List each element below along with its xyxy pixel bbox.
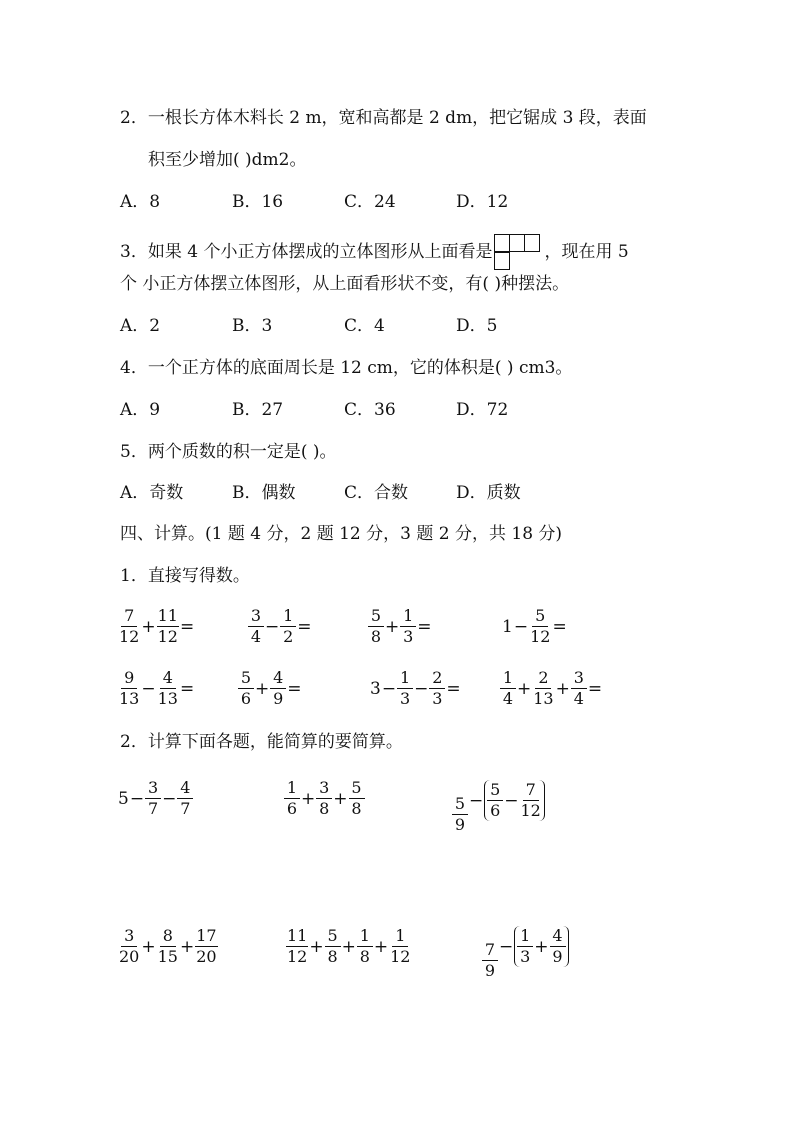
- numerator: 3: [571, 668, 587, 689]
- denominator: 3: [520, 947, 531, 966]
- math-operator: +: [385, 616, 400, 637]
- q3-line1-text-a: 3．如果 4 个小正方体摆成的立体图形从上面看是: [120, 242, 493, 262]
- fraction: [118, 606, 140, 647]
- denominator: 7: [180, 799, 191, 818]
- math-operator: +: [333, 788, 348, 809]
- math-operator: −: [414, 678, 429, 699]
- math-operator: +: [555, 678, 570, 699]
- numerator: 17: [196, 926, 217, 945]
- numerator: 8: [160, 926, 176, 947]
- numerator: 11: [157, 606, 178, 625]
- q3-line1-text-b: ，现在用 5: [544, 242, 629, 262]
- section4-sub2: 2．计算下面各题，能简算的要简算。: [120, 732, 403, 752]
- denominator: 9: [273, 689, 284, 708]
- q4-option-a: A．9: [120, 400, 161, 420]
- fraction: [177, 778, 193, 819]
- fraction: [368, 606, 384, 647]
- math-operator: =: [179, 678, 195, 699]
- denominator: 3: [403, 627, 414, 646]
- fraction: [389, 926, 411, 967]
- fraction: [397, 668, 413, 709]
- q3-line2: 个 小正方体摆立体图形，从上面看形状不变，有( )种摆法。: [120, 274, 570, 294]
- q3-option-b: B．3: [232, 316, 273, 336]
- math-operator: =: [297, 616, 312, 637]
- fraction: [145, 778, 161, 819]
- math-operator: −: [141, 678, 156, 699]
- denominator: 6: [286, 799, 298, 818]
- q5-option-c: C．合数: [344, 483, 409, 503]
- numerator: 1: [400, 606, 416, 627]
- q2-option-a: A．8: [120, 192, 161, 212]
- fraction: [325, 926, 341, 967]
- denominator: 9: [484, 961, 496, 980]
- denominator: 12: [390, 947, 411, 966]
- numerator: 5: [532, 606, 548, 627]
- numerator: 1: [392, 926, 408, 947]
- math-operator: −: [162, 788, 177, 809]
- q3-option-a: A．2: [120, 316, 161, 336]
- calc-2-3: [452, 766, 545, 835]
- fraction: [157, 606, 179, 647]
- numerator: 7: [121, 606, 137, 627]
- calc-2-2: [284, 778, 365, 819]
- fraction: [157, 668, 179, 709]
- q4-option-c: C．36: [344, 400, 396, 420]
- fraction: [400, 606, 416, 647]
- denominator: 13: [533, 689, 554, 708]
- math-operator: +: [341, 936, 356, 957]
- denominator: 12: [157, 627, 178, 646]
- calc-1-2: [248, 606, 313, 647]
- denominator: 13: [157, 689, 178, 708]
- fraction: [529, 606, 551, 647]
- fraction: [195, 926, 217, 967]
- denominator: 8: [370, 627, 382, 646]
- q3-line1: [120, 234, 629, 270]
- denominator: 4: [250, 627, 262, 646]
- fraction: [500, 668, 516, 709]
- math-operator: +: [141, 936, 156, 957]
- denominator: 4: [502, 689, 514, 708]
- numerator: 11: [287, 926, 308, 945]
- q2-line2: 积至少增加( )dm2。: [148, 150, 307, 170]
- denominator: 12: [119, 627, 140, 646]
- numerator: 3: [121, 926, 137, 947]
- fraction: [550, 926, 566, 967]
- numerator: 5: [368, 606, 384, 627]
- denominator: 15: [157, 947, 178, 966]
- math-operator: +: [141, 616, 156, 637]
- grid-cell: [494, 234, 510, 252]
- calc-1-6: [238, 668, 303, 709]
- section4-title: 四、计算。(1 题 4 分，2 题 12 分，3 题 2 分，共 18 分): [120, 524, 563, 544]
- numerator: 3: [145, 778, 161, 799]
- math-operator: −: [129, 788, 145, 809]
- fraction: [118, 668, 140, 709]
- fraction: [157, 926, 179, 967]
- numerator: 7: [482, 940, 498, 961]
- q3-option-c: C．4: [344, 316, 385, 336]
- q5-line1: 5．两个质数的积一定是( )。: [120, 442, 337, 462]
- numerator: 1: [280, 606, 296, 627]
- numerator: 4: [160, 668, 176, 689]
- grid-cell: [524, 234, 540, 252]
- fraction: [286, 926, 308, 967]
- denominator: 8: [327, 947, 338, 966]
- numerator: 5: [487, 780, 503, 801]
- q2-line1: 2．一根长方体木料长 2 m，宽和高都是 2 dm，把它锯成 3 段，表面: [120, 108, 647, 128]
- fraction: [571, 668, 587, 709]
- q5-option-a: A．奇数: [120, 483, 184, 503]
- numerator: 2: [429, 668, 445, 689]
- math-operator: =: [587, 678, 603, 699]
- grid-cell: [494, 252, 510, 270]
- denominator: 2: [283, 627, 294, 646]
- fraction: [118, 926, 140, 967]
- q3-option-d: D．5: [456, 316, 498, 336]
- numerator: 5: [452, 794, 468, 815]
- math-operator: +: [301, 788, 316, 809]
- denominator: 9: [454, 815, 466, 834]
- fraction: [248, 606, 264, 647]
- calc-1-1: [118, 606, 195, 647]
- q5-option-b: B．偶数: [232, 483, 296, 503]
- math-operator: −: [381, 678, 397, 699]
- denominator: 6: [240, 689, 252, 708]
- fraction: [520, 780, 542, 821]
- numerator: 4: [177, 778, 193, 799]
- fraction: [452, 794, 468, 835]
- math-operator: +: [255, 678, 270, 699]
- math-operator: +: [373, 936, 389, 957]
- math-operator: +: [517, 678, 532, 699]
- math-operator: +: [179, 936, 195, 957]
- calc-1-5: [118, 668, 195, 709]
- calc-2-1: 5 − $\frac{3}{7}$ − $\frac{4}{7}$: [118, 778, 193, 819]
- numerator: 3: [248, 606, 264, 627]
- fraction: [349, 778, 365, 819]
- fraction: [284, 778, 300, 819]
- q2-option-d: D．12: [456, 192, 509, 212]
- q4-line1: 4．一个正方体的底面周长是 12 cm，它的体积是( ) cm3。: [120, 358, 573, 378]
- calc-2-4: [118, 926, 218, 967]
- numerator: 2: [535, 668, 551, 689]
- math-operator: =: [417, 616, 432, 637]
- q4-option-d: D．72: [456, 400, 509, 420]
- numerator: 1: [397, 668, 413, 689]
- denominator: 20: [119, 947, 140, 966]
- q2-option-c: C．24: [344, 192, 396, 212]
- q2-option-b: B．16: [232, 192, 284, 212]
- fraction: [532, 668, 554, 709]
- numerator: 4: [550, 926, 566, 947]
- math-operator: −: [504, 790, 519, 811]
- denominator: 12: [520, 801, 541, 820]
- numerator: 9: [121, 668, 137, 689]
- q4-option-b: B．27: [232, 400, 284, 420]
- denominator: 6: [490, 801, 501, 820]
- math-operator: +: [534, 936, 549, 957]
- denominator: 8: [319, 799, 330, 818]
- top-view-figure: [494, 234, 542, 270]
- math-operator: −: [499, 936, 514, 957]
- calc-2-5: [286, 926, 411, 967]
- math-operator: −: [265, 616, 280, 637]
- numerator: 7: [523, 780, 539, 801]
- parenthesis-group: [514, 926, 568, 967]
- numerator: 3: [316, 778, 332, 799]
- fraction: [487, 780, 503, 821]
- denominator: 20: [196, 947, 217, 966]
- numerator: 5: [349, 778, 365, 799]
- math-operator: +: [309, 936, 324, 957]
- fraction: [429, 668, 445, 709]
- numerator: 4: [270, 668, 286, 689]
- denominator: 7: [147, 799, 159, 818]
- fraction: [357, 926, 373, 967]
- numerator: 5: [238, 668, 254, 689]
- numerator: 1: [357, 926, 373, 947]
- grid-cell: [509, 234, 525, 252]
- math-operator: −: [513, 616, 529, 637]
- fraction: [517, 926, 533, 967]
- fraction: [238, 668, 254, 709]
- calc-2-6: [482, 912, 569, 981]
- math-operator: =: [179, 616, 195, 637]
- math-operator: =: [552, 616, 567, 637]
- math-operator: −: [469, 790, 484, 811]
- calc-1-8: [500, 668, 603, 709]
- denominator: 3: [399, 689, 411, 708]
- parenthesis-group: [484, 780, 545, 821]
- fraction: [316, 778, 332, 819]
- calc-1-7: 3 − $\frac{1}{3}$ − $\frac{2}{3}$ =: [370, 668, 461, 708]
- numerator: 1: [284, 778, 300, 799]
- math-operator: =: [287, 678, 302, 699]
- numerator: 1: [517, 926, 533, 947]
- section4-sub1: 1．直接写得数。: [120, 566, 250, 586]
- calc-1-3: [368, 606, 433, 647]
- fraction: [270, 668, 286, 709]
- fraction: [482, 940, 498, 981]
- q5-option-d: D．质数: [456, 483, 521, 503]
- denominator: 8: [359, 947, 370, 966]
- math-operator: =: [446, 678, 461, 699]
- denominator: 12: [287, 947, 308, 966]
- denominator: 3: [432, 689, 443, 708]
- numerator: 1: [500, 668, 516, 689]
- numerator: 5: [325, 926, 341, 947]
- denominator: 13: [119, 689, 140, 708]
- calc-1-4: 1 − $\frac{5}{12}$ =: [502, 606, 567, 646]
- denominator: 4: [573, 689, 584, 708]
- denominator: 12: [530, 627, 551, 646]
- denominator: 8: [351, 799, 362, 818]
- denominator: 9: [552, 947, 563, 966]
- fraction: [280, 606, 296, 647]
